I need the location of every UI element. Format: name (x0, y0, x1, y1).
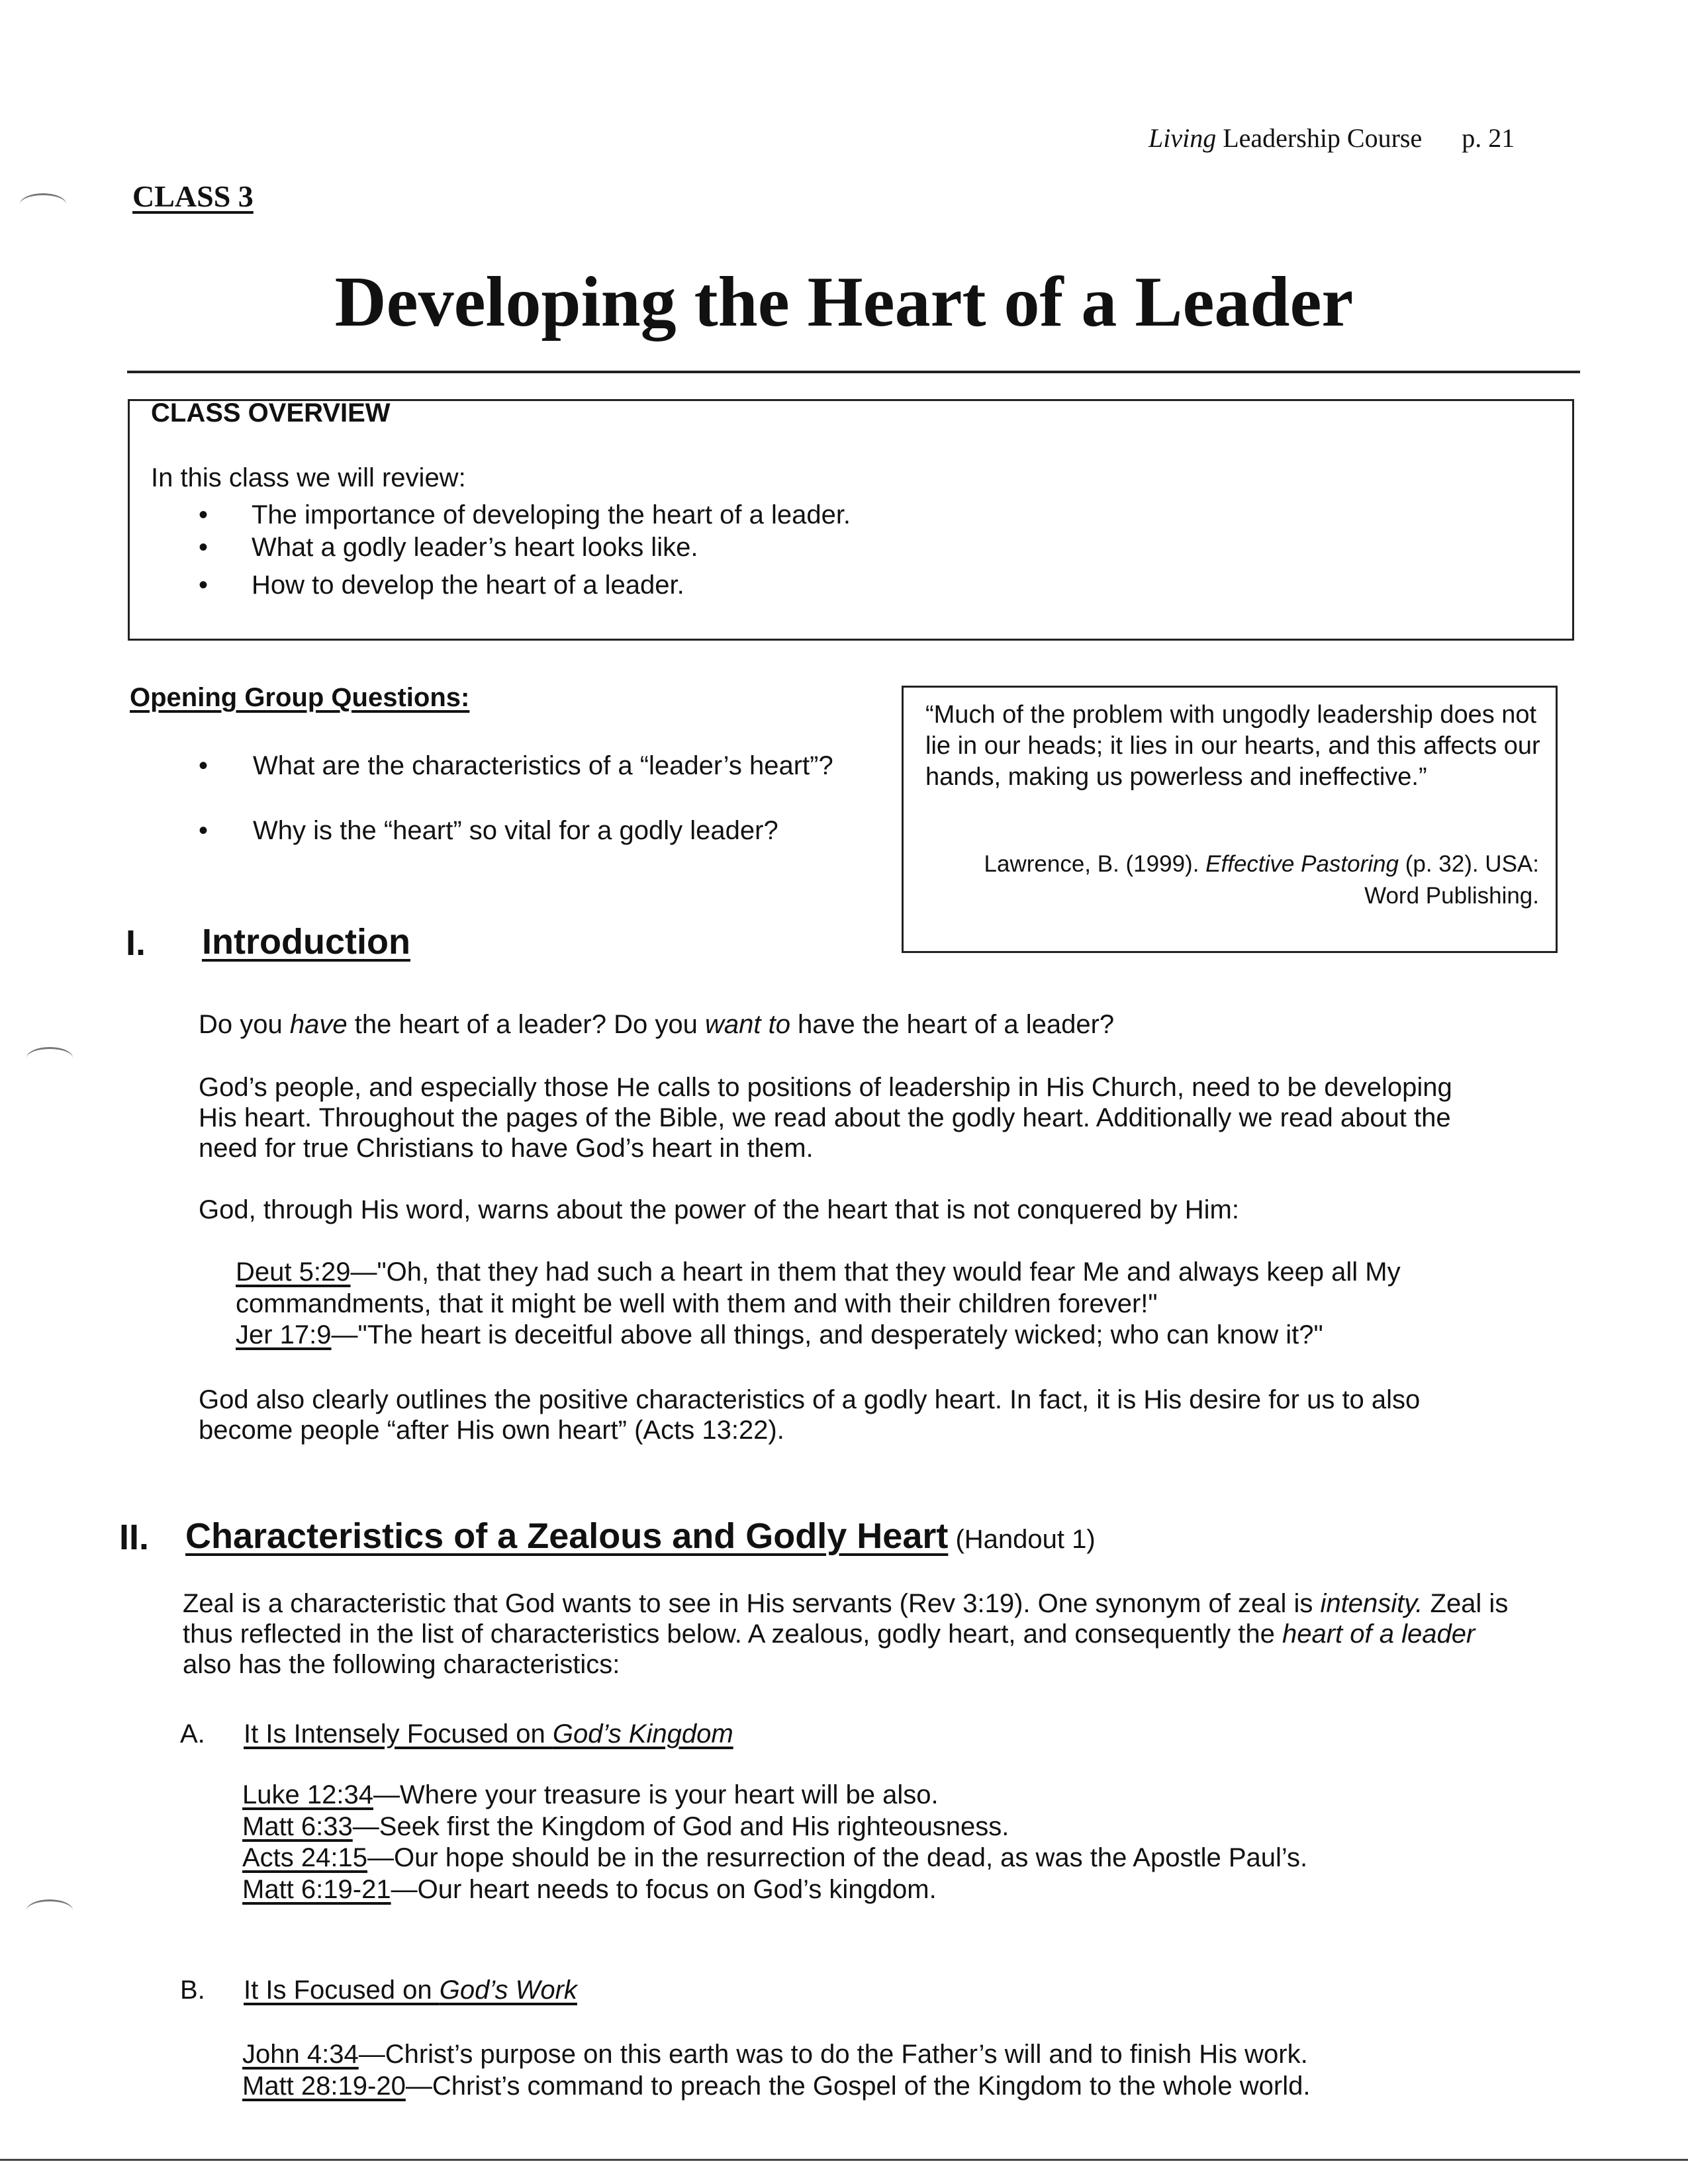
section-title-introduction: Introduction (202, 922, 410, 962)
verse-line: Jer 17:9—"The heart is deceitful above all things, and desperately wicked; who can know it?" (236, 1320, 1323, 1349)
section-number: I. (126, 923, 146, 963)
bullet-icon: • (199, 816, 209, 845)
verse-line: Matt 6:33—Seek first the Kingdom of God and His righteousness. (242, 1812, 1009, 1841)
page-title: Developing the Heart of a Leader (334, 263, 1354, 341)
verse-line: Matt 6:19-21—Our heart needs to focus on God’s kingdom. (242, 1875, 937, 1904)
quote-text: “Much of the problem with ungodly leadership does not lie in our heads; it lies in our hearts, and this affects our hands, making us powerless and ineffective.” (925, 701, 1540, 791)
course-name-italic: Living (1149, 123, 1217, 153)
verse-line: Acts 24:15—Our hope should be in the resurrection of the dead, as was the Apostle Paul’s. (242, 1843, 1308, 1872)
subsection-letter: A. (180, 1719, 205, 1749)
verse-ref: Matt 28:19-20 (242, 2071, 406, 2101)
verse-ref: Acts 24:15 (242, 1843, 368, 1872)
intro-paragraph: God’s people, and especially those He calls to positions of leadership in His Church, need to be developing His heart. Throughout the pages of the Bible, we read about the godly heart. Additionally we read about the need for true Christians to have God’s heart in them. (199, 1073, 1452, 1163)
section-number: II. (119, 1518, 150, 1557)
verse-line-cont: commandments, that it might be well with them and with their children forever!" (236, 1289, 1158, 1318)
verse-ref: Matt 6:33 (242, 1812, 353, 1841)
intro-paragraph: God also clearly outlines the positive characteristics of a godly heart. In fact, it is His desire for us to also become people “after His own heart” (Acts 13:22). (199, 1385, 1421, 1445)
verse-ref: Luke 12:34 (242, 1780, 373, 1809)
verse-ref: Jer 17:9 (236, 1320, 332, 1349)
course-name: Leadership Course (1216, 123, 1423, 153)
bullet-icon: • (199, 751, 209, 780)
subsection-title: It Is Focused on God’s Work (244, 1976, 577, 2005)
overview-intro: In this class we will review: (151, 463, 466, 492)
scan-bottom-edge (0, 2159, 1688, 2161)
punch-hole-mark-middle (26, 1047, 73, 1069)
verse-ref: Deut 5:29 (236, 1257, 351, 1287)
characteristics-intro: Zeal is a characteristic that God wants to see in His servants (Rev 3:19). One synonym of zeal is intensity. Zeal is thus reflected in the list of characteristics below. A zealous, godly heart, and consequently the heart of a leader also has the following characteristics: (183, 1589, 1509, 1679)
bullet-icon: • (199, 570, 209, 600)
quote-citation: Lawrence, B. (1999). Effective Pastoring (p. 32). USA: Word Publishing. (984, 851, 1539, 909)
verse-ref: John 4:34 (242, 2040, 359, 2069)
class-label: CLASS 3 (132, 179, 254, 213)
verse-ref: Matt 6:19-21 (242, 1875, 391, 1904)
verse-line: Luke 12:34—Where your treasure is your heart will be also. (242, 1780, 939, 1809)
running-header (1149, 122, 1515, 154)
intro-paragraph: God, through His word, warns about the power of the heart that is not conquered by Him: (199, 1195, 1239, 1224)
opening-questions-heading: Opening Group Questions: (130, 683, 470, 712)
intro-question-paragraph: Do you have the heart of a leader? Do you want to have the heart of a leader? (199, 1010, 1115, 1039)
title-divider (127, 371, 1580, 373)
subsection-letter: B. (180, 1976, 205, 2005)
section-title-characteristics: Characteristics of a Zealous and Godly Heart (185, 1516, 949, 1556)
bullet-icon: • (199, 500, 209, 529)
verse-line: Matt 28:19-20—Christ’s command to preach the Gospel of the Kingdom to the whole world. (242, 2071, 1311, 2101)
page-number: p. 21 (1462, 123, 1515, 153)
verse-line: John 4:34—Christ’s purpose on this earth was to do the Father’s will and to finish His work. (242, 2040, 1308, 2069)
handout-note: (Handout 1) (948, 1525, 1096, 1554)
punch-hole-mark-top (20, 193, 66, 215)
verse-line: Deut 5:29—"Oh, that they had such a heart in them that they would fear Me and always keep all My (236, 1257, 1401, 1287)
overview-heading: CLASS OVERVIEW (151, 398, 391, 428)
punch-hole-mark-bottom (26, 1899, 73, 1921)
subsection-title: It Is Intensely Focused on God’s Kingdom (244, 1719, 733, 1749)
quote-book-title: Effective Pastoring (1205, 851, 1399, 877)
bullet-icon: • (199, 533, 209, 562)
section-heading-characteristics (185, 1516, 1096, 1557)
